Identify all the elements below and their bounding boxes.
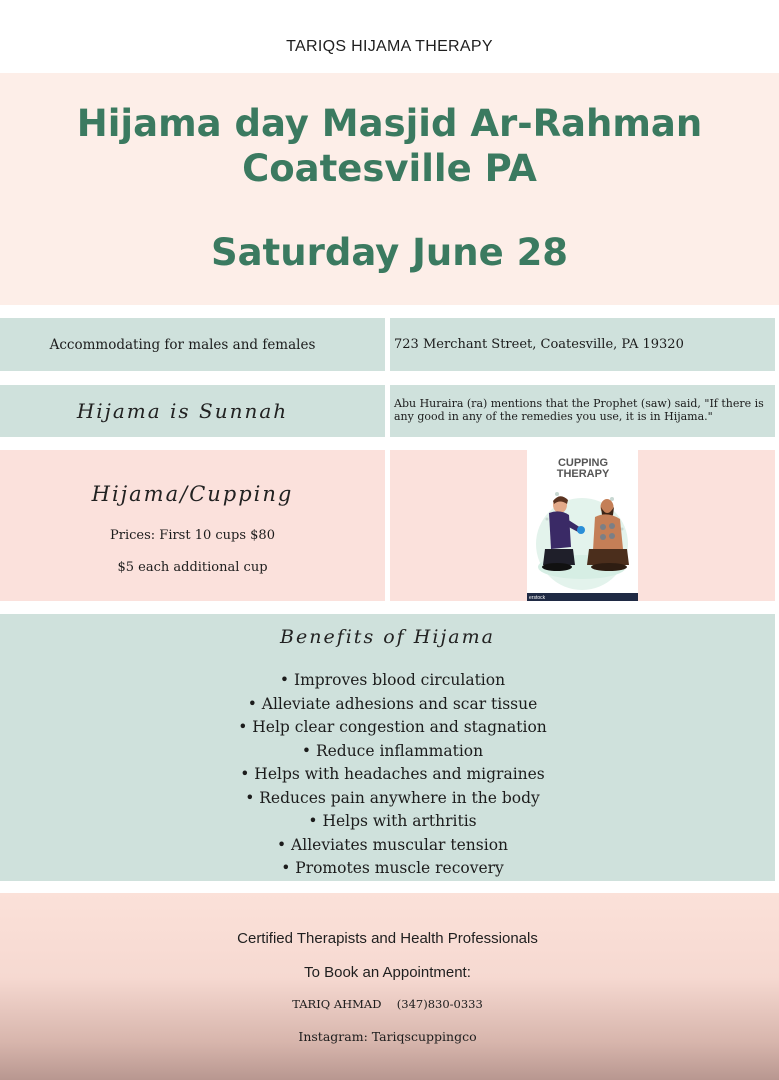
contact-phone[interactable]: (347)830-0333	[396, 997, 483, 1011]
benefit-item: • Reduce inflammation	[301, 741, 484, 760]
footer-box	[0, 893, 779, 1080]
booking-heading: To Book an Appointment:	[304, 964, 471, 981]
event-title-line1: Hijama day Masjid Ar-Rahman	[76, 102, 703, 145]
illustration-title-line1: CUPPING	[557, 457, 609, 469]
price-additional-cup: $5 each additional cup	[117, 560, 268, 575]
sunnah-box	[0, 385, 385, 437]
contact-name: TARIQ AHMAD	[292, 997, 382, 1011]
hadith-text: Abu Huraira (ra) mentions that the Prophet (saw) said, "If there is any good in any of the remedies you use, it is in Hijama."	[394, 397, 764, 423]
pricing-heading: Hijama/Cupping	[91, 482, 294, 506]
brand-name: TARIQS HIJAMA THERAPY	[286, 38, 493, 55]
contact-line	[0, 997, 775, 1011]
accommodation-text: Accommodating for males and females	[49, 336, 316, 353]
hadith-box	[390, 385, 775, 437]
benefit-item: • Alleviates muscular tension	[276, 835, 509, 854]
instagram-handle[interactable]: Instagram: Tariqscuppingco	[298, 1029, 477, 1044]
benefit-item: • Help clear congestion and stagnation	[238, 718, 547, 736]
address-box	[390, 318, 775, 371]
cupping-illustration-svg	[527, 449, 638, 601]
benefits-heading: Benefits of Hijama	[280, 626, 495, 648]
illustration-watermark: erstock	[529, 595, 546, 601]
price-first-cups: Prices: First 10 cups $80	[110, 528, 275, 543]
sunnah-heading: Hijama is Sunnah	[76, 399, 289, 423]
benefit-item: • Helps with arthritis	[308, 812, 477, 830]
benefit-item: • Alleviate adhesions and scar tissue	[247, 694, 538, 713]
event-title-line2: Coatesville PA	[242, 147, 537, 190]
illustration-title-line2: THERAPY	[556, 468, 610, 480]
cupping-therapy-illustration	[527, 449, 638, 601]
benefit-item: • Reduces pain anywhere in the body	[245, 788, 540, 807]
benefits-box	[0, 614, 775, 881]
certified-text: Certified Therapists and Health Professionals	[237, 930, 538, 947]
benefit-item: • Promotes muscle recovery	[281, 859, 504, 877]
accommodation-box	[0, 318, 385, 371]
benefit-item: • Helps with headaches and migraines	[240, 765, 545, 783]
event-title	[0, 101, 779, 191]
benefits-list	[0, 669, 779, 881]
pricing-box	[0, 450, 385, 601]
address-text: 723 Merchant Street, Coatesville, PA 19320	[394, 337, 684, 352]
event-date: Saturday June 28	[210, 231, 569, 274]
benefit-item: • Improves blood circulation	[279, 671, 506, 689]
